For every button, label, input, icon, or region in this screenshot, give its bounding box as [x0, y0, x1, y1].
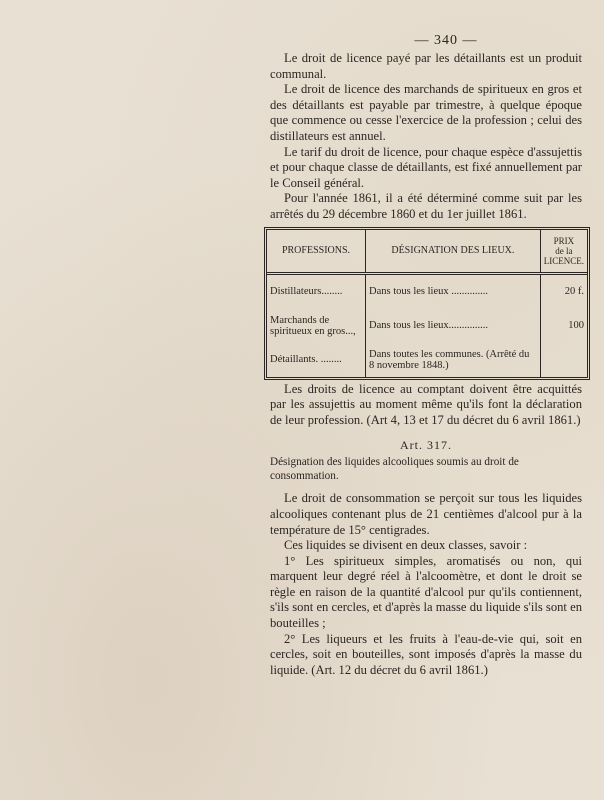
header-prix-line: de la	[555, 245, 573, 256]
cell-lieux: Dans toutes les communes. (Arrêté du 8 novembre 1848.)	[366, 343, 541, 377]
cell-profession: Distillateurs........	[267, 273, 366, 309]
header-designation: DÉSIGNATION DES LIEUX.	[366, 230, 541, 274]
cell-prix: 100	[568, 320, 584, 332]
paragraph: 2° Les liqueurs et les fruits à l'eau-de-vie qui, soit en cercles, soit en bouteilles, sont imposés d'après la masse du liquide. (Art. 12 du décret du 6 avril 1861.)	[270, 631, 582, 677]
paragraph: Le droit de licence payé par les détaillants est un produit communal.	[270, 51, 582, 81]
paragraph: Les droits de licence au comptant doivent être acquittés par les assujettis au moment même qu'ils font la déclaration de leur profession. (Art 4, 13 et 17 du décret du 6 avril 1861.)	[270, 381, 582, 427]
table-row	[267, 343, 587, 377]
table-row	[267, 273, 587, 309]
text-column	[270, 33, 582, 678]
header-prix-line: PRIX	[553, 235, 575, 246]
page-number: — 340 —	[414, 33, 478, 48]
header-professions: PROFESSIONS.	[267, 230, 366, 274]
paragraph: Le droit de licence des marchands de spiritueux en gros et des détaillants est payable par trimestre, à quelque époque que commence ou cesse l'exercice de la profession ; celui des distillateurs est annuel.	[270, 82, 582, 143]
table-header-row	[267, 230, 587, 274]
table-row	[267, 309, 587, 343]
cell-prix: 20 f.	[564, 286, 584, 298]
cell-profession: Détaillants. ........	[267, 343, 366, 377]
header-prix	[540, 230, 587, 274]
cell-lieux: Dans tous les lieux ..............	[366, 273, 541, 309]
header-prix-line: LICENCE.	[543, 255, 584, 266]
licence-table	[264, 227, 590, 380]
article-title: Art. 317.	[400, 438, 452, 453]
paragraph: Le droit de consommation se perçoit sur tous les liquides alcooliques contenant plus de 21 centièmes d'alcool pur à la température de 15° centigrades.	[270, 491, 582, 537]
cell-profession: Marchands de spiritueux en gros...,	[267, 309, 366, 343]
paragraph: Pour l'année 1861, il a été déterminé comme suit par les arrêtés du 29 décembre 1860 et du 1er juillet 1861.	[270, 191, 582, 221]
paragraph: Ces liquides se divisent en deux classes, savoir :	[284, 538, 528, 553]
paragraph: Le tarif du droit de licence, pour chaque espèce d'assujettis et pour chaque classe de détaillants, est fixé annuellement par le Conseil général.	[270, 144, 582, 190]
article-subtitle: Désignation des liquides alcooliques soumis au droit de consommation.	[270, 456, 519, 483]
paragraph: 1° Les spiritueux simples, aromatisés ou non, qui marquent leur degré réel à l'alcoomètre, et dont le droit se règle en raison de la quantité d'alcool pur qu'ils contiennent, s'ils sont en cercles, et d'après la masse du liquide s'ils sont en bouteilles ;	[270, 553, 582, 631]
cell-prix	[540, 343, 587, 377]
cell-lieux: Dans tous les lieux...............	[366, 309, 541, 343]
